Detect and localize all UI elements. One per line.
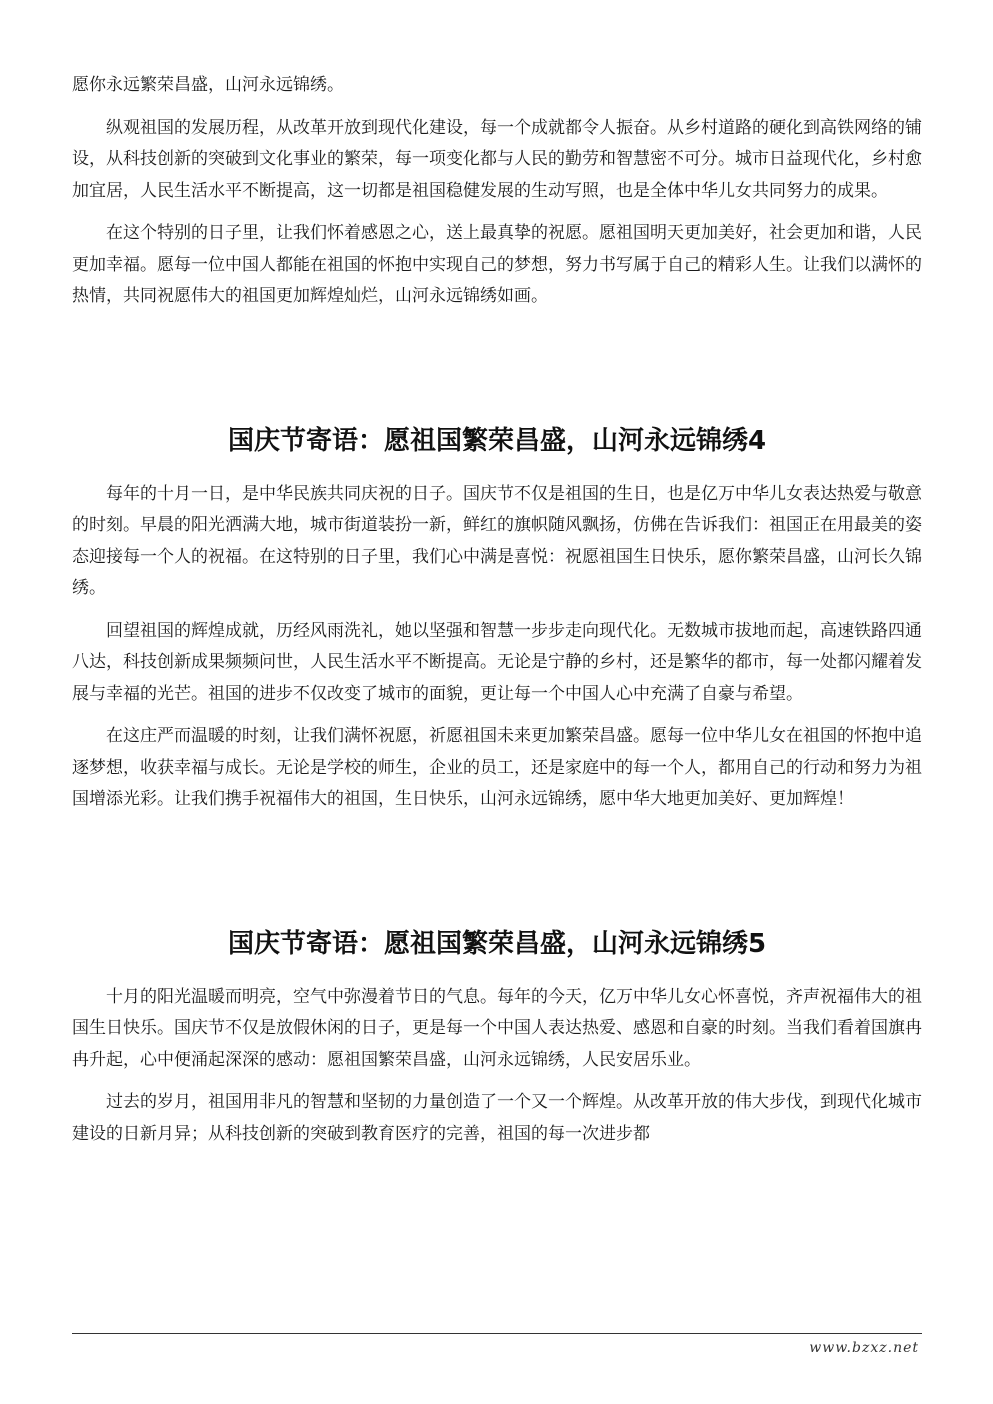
paragraph: 愿你永远繁荣昌盛，山河永远锦绣。 <box>72 75 344 95</box>
paragraph: 每年的十月一日，是中华民族共同庆祝的日子。国庆节不仅是祖国的生日，也是亿万中华儿女表达热爱与敬意的时刻。早晨的阳光洒满大地，城市街道装扮一新，鲜红的旗帜随风飘扬，仿佛在告诉我们：祖国正在用最美的姿态迎接每一个人的祝福。在这特别的日子里，我们心中满是喜悦：祝愿祖国生日快乐，愿你繁荣昌盛，山河长久锦绣。 <box>72 483 922 598</box>
footer-divider <box>72 1333 922 1334</box>
footer-site-url: www.bzxz.net <box>809 1340 919 1356</box>
paragraph: 在这个特别的日子里，让我们怀着感恩之心，送上最真挚的祝愿。愿祖国明天更加美好，社会更加和谐，人民更加幸福。愿每一位中国人都能在祖国的怀抱中实现自己的梦想，努力书写属于自己的精彩人生。让我们以满怀的热情，共同祝愿伟大的祖国更加辉煌灿烂，山河永远锦绣如画。 <box>72 223 922 306</box>
paragraph: 回望祖国的辉煌成就，历经风雨洗礼，她以坚强和智慧一步步走向现代化。无数城市拔地而起，高速铁路四通八达，科技创新成果频频问世，人民生活水平不断提高。无论是宁静的乡村，还是繁华的都市，每一处都闪耀着发展与幸福的光芒。祖国的进步不仅改变了城市的面貌，更让每一个中国人心中充满了自豪与希望。 <box>72 620 922 704</box>
paragraph: 在这庄严而温暖的时刻，让我们满怀祝愿，祈愿祖国未来更加繁荣昌盛。愿每一位中华儿女在祖国的怀抱中追逐梦想，收获幸福与成长。无论是学校的师生，企业的员工，还是家庭中的每一个人，都用自己的行动和努力为祖国增添光彩。让我们携手祝福伟大的祖国，生日快乐，山河永远锦绣，愿中华大地更加美好、更加辉煌！ <box>72 726 922 809</box>
paragraph: 过去的岁月，祖国用非凡的智慧和坚韧的力量创造了一个又一个辉煌。从改革开放的伟大步伐，到现代化城市建设的日新月异；从科技创新的突破到教育医疗的完善，祖国的每一次进步都 <box>72 1092 922 1144</box>
paragraph: 十月的阳光温暖而明亮，空气中弥漫着节日的气息。每年的今天，亿万中华儿女心怀喜悦，齐声祝福伟大的祖国生日快乐。国庆节不仅是放假休闲的日子，更是每一个中国人表达热爱、感恩和自豪的时刻。当我们看着国旗冉冉升起，心中便涌起深深的感动：愿祖国繁荣昌盛，山河永远锦绣，人民安居乐业。 <box>72 986 922 1070</box>
paragraph: 纵观祖国的发展历程，从改革开放到现代化建设，每一个成就都令人振奋。从乡村道路的硬化到高铁网络的铺设，从科技创新的突破到文化事业的繁荣，每一项变化都与人民的勤劳和智慧密不可分。城市日益现代化，乡村愈加宜居，人民生活水平不断提高，这一切都是祖国稳健发展的生动写照，也是全体中华儿女共同努力的成果。 <box>72 117 922 201</box>
document-page <box>72 70 922 1150</box>
section-title: 国庆节寄语：愿祖国繁荣昌盛，山河永远锦绣4 <box>227 425 767 456</box>
section-title: 国庆节寄语：愿祖国繁荣昌盛，山河永远锦绣5 <box>227 928 767 959</box>
